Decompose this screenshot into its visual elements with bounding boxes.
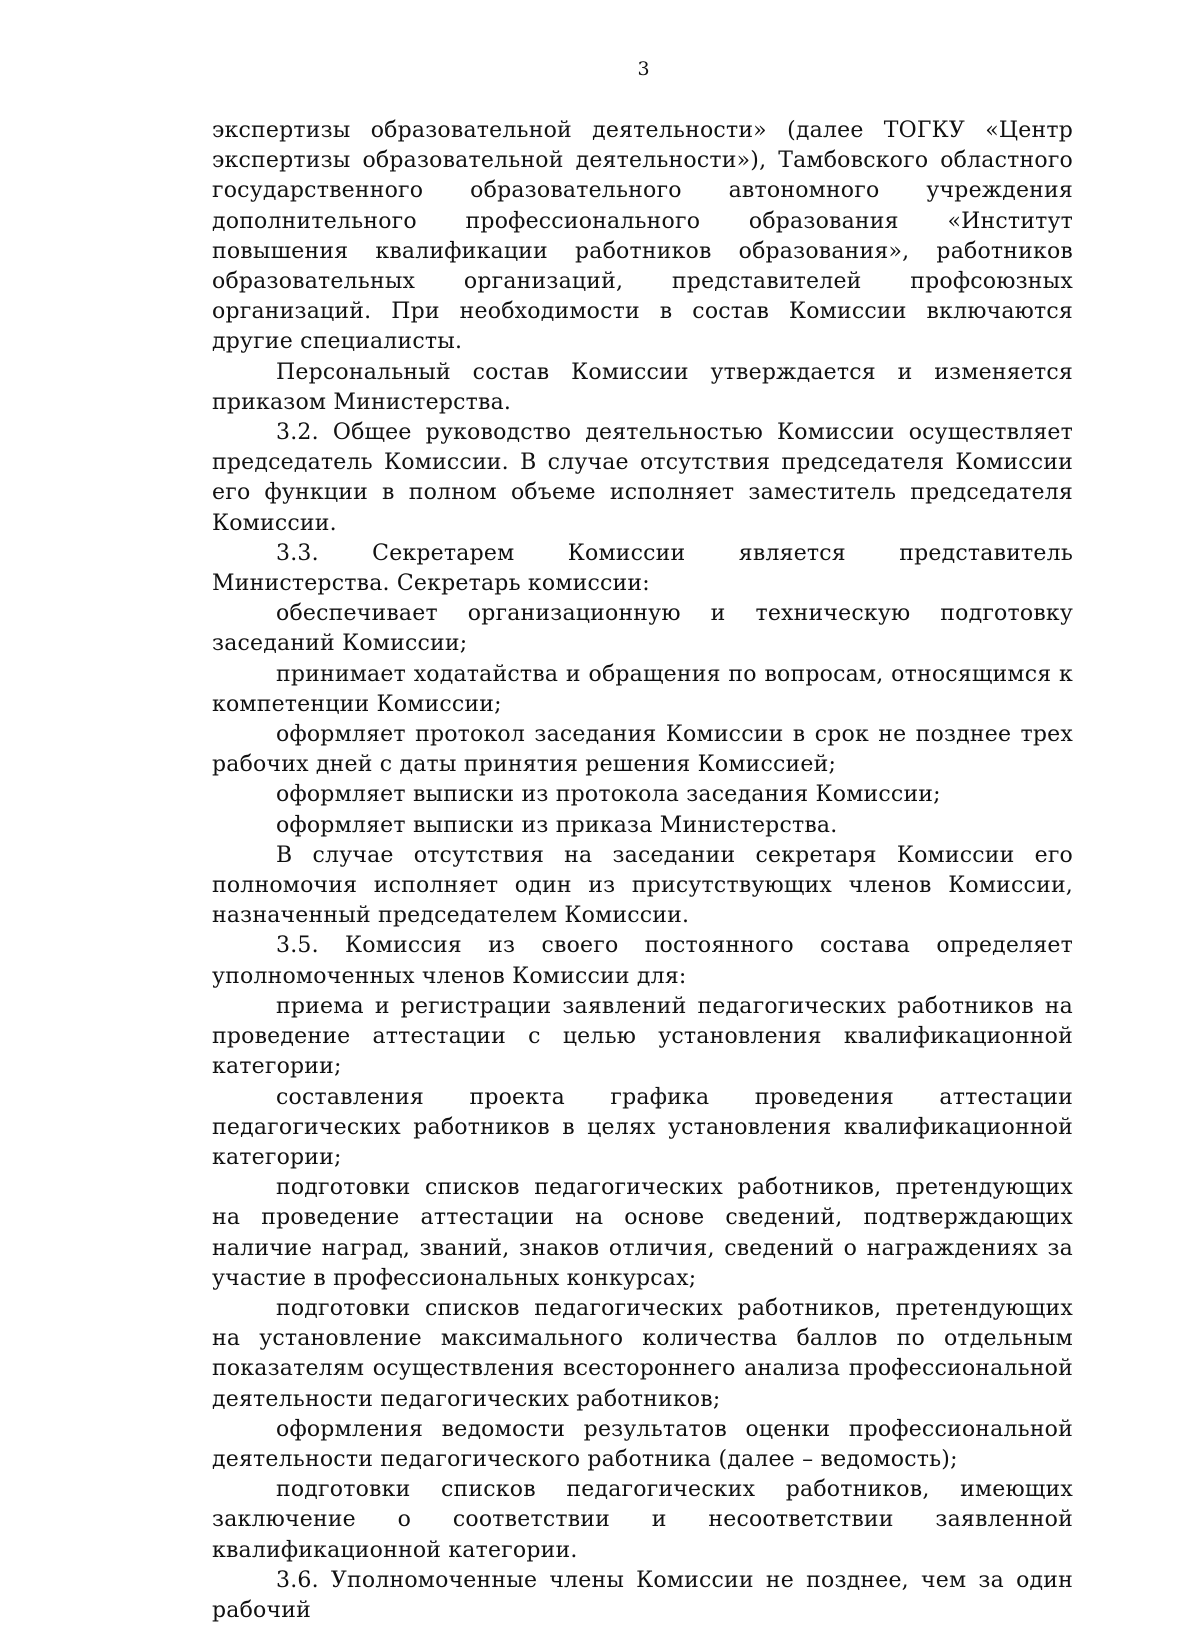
page-number: 3 — [637, 58, 650, 80]
list-item: приема и регистрации заявлений педагогических работников на проведение аттестации с целью установления квалификационной категории; — [212, 993, 1073, 1080]
paragraph-clause-3-2: 3.2. Общее руководство деятельностью Комиссии осуществляет председатель Комиссии. В случае отсутствия председателя Комиссии его функции в полном объеме исполняет заместитель председателя Комиссии. — [212, 420, 1073, 536]
list-item: принимает ходатайства и обращения по вопросам, относящимся к компетенции Комиссии; — [212, 661, 1073, 717]
list-item: оформляет выписки из протокола заседания Комиссии; — [276, 782, 941, 808]
paragraph-clause-3-3: 3.3. Секретарем Комиссии является представитель Министерства. Секретарь комиссии: — [212, 540, 1073, 597]
list-item: подготовки списков педагогических работников, имеющих заключение о соответствии и несоответствии заявленной квалификационной категории. — [212, 1477, 1073, 1563]
list-item: оформляет протокол заседания Комиссии в срок не позднее трех рабочих дней с даты принятия решения Комиссией; — [212, 722, 1073, 778]
list-item: составления проекта графика проведения аттестации педагогических работников в целях установления квалификационной категории; — [212, 1084, 1073, 1170]
paragraph-clause-3-6: 3.6. Уполномоченные члены Комиссии не позднее, чем за один рабочий — [212, 1567, 1073, 1623]
list-item: оформляет выписки из приказа Министерства. — [276, 812, 838, 838]
list-item: оформления ведомости результатов оценки профессиональной деятельности педагогического работника (далее – ведомость); — [212, 1416, 1073, 1472]
list-item: подготовки списков педагогических работников, претендующих на проведение аттестации на основе сведений, подтверждающих наличие наград, званий, знаков отличия, сведений о награждениях за участие в профессиональных конкурсах; — [212, 1175, 1073, 1291]
paragraph: В случае отсутствия на заседании секретаря Комиссии его полномочия исполняет один из присутствующих членов Комиссии, назначенный председателем Комиссии. — [212, 842, 1073, 929]
document-body — [212, 116, 1073, 1626]
paragraph-continuation: экспертизы образовательной деятельности» (далее ТОГКУ «Центр экспертизы образовательной деятельности»), Тамбовского областного государственного образовательного автономного учреждения дополнительного профессионального образования «Институт повышения квалификации работников образования», работников образовательных организаций, представителей профсоюзных организаций. При необходимости в состав Комиссии включаются другие специалисты. — [212, 118, 1073, 355]
paragraph: Персональный состав Комиссии утверждается и изменяется приказом Министерства. — [212, 359, 1073, 415]
list-item: подготовки списков педагогических работников, претендующих на установление максимального количества баллов по отдельным показателям осуществления всестороннего анализа профессиональной деятельности педагогических работников; — [212, 1295, 1073, 1412]
list-item: обеспечивает организационную и техническую подготовку заседаний Комиссии; — [212, 601, 1073, 657]
paragraph-clause-3-5: 3.5. Комиссия из своего постоянного состава определяет уполномоченных членов Комиссии для: — [212, 933, 1073, 989]
